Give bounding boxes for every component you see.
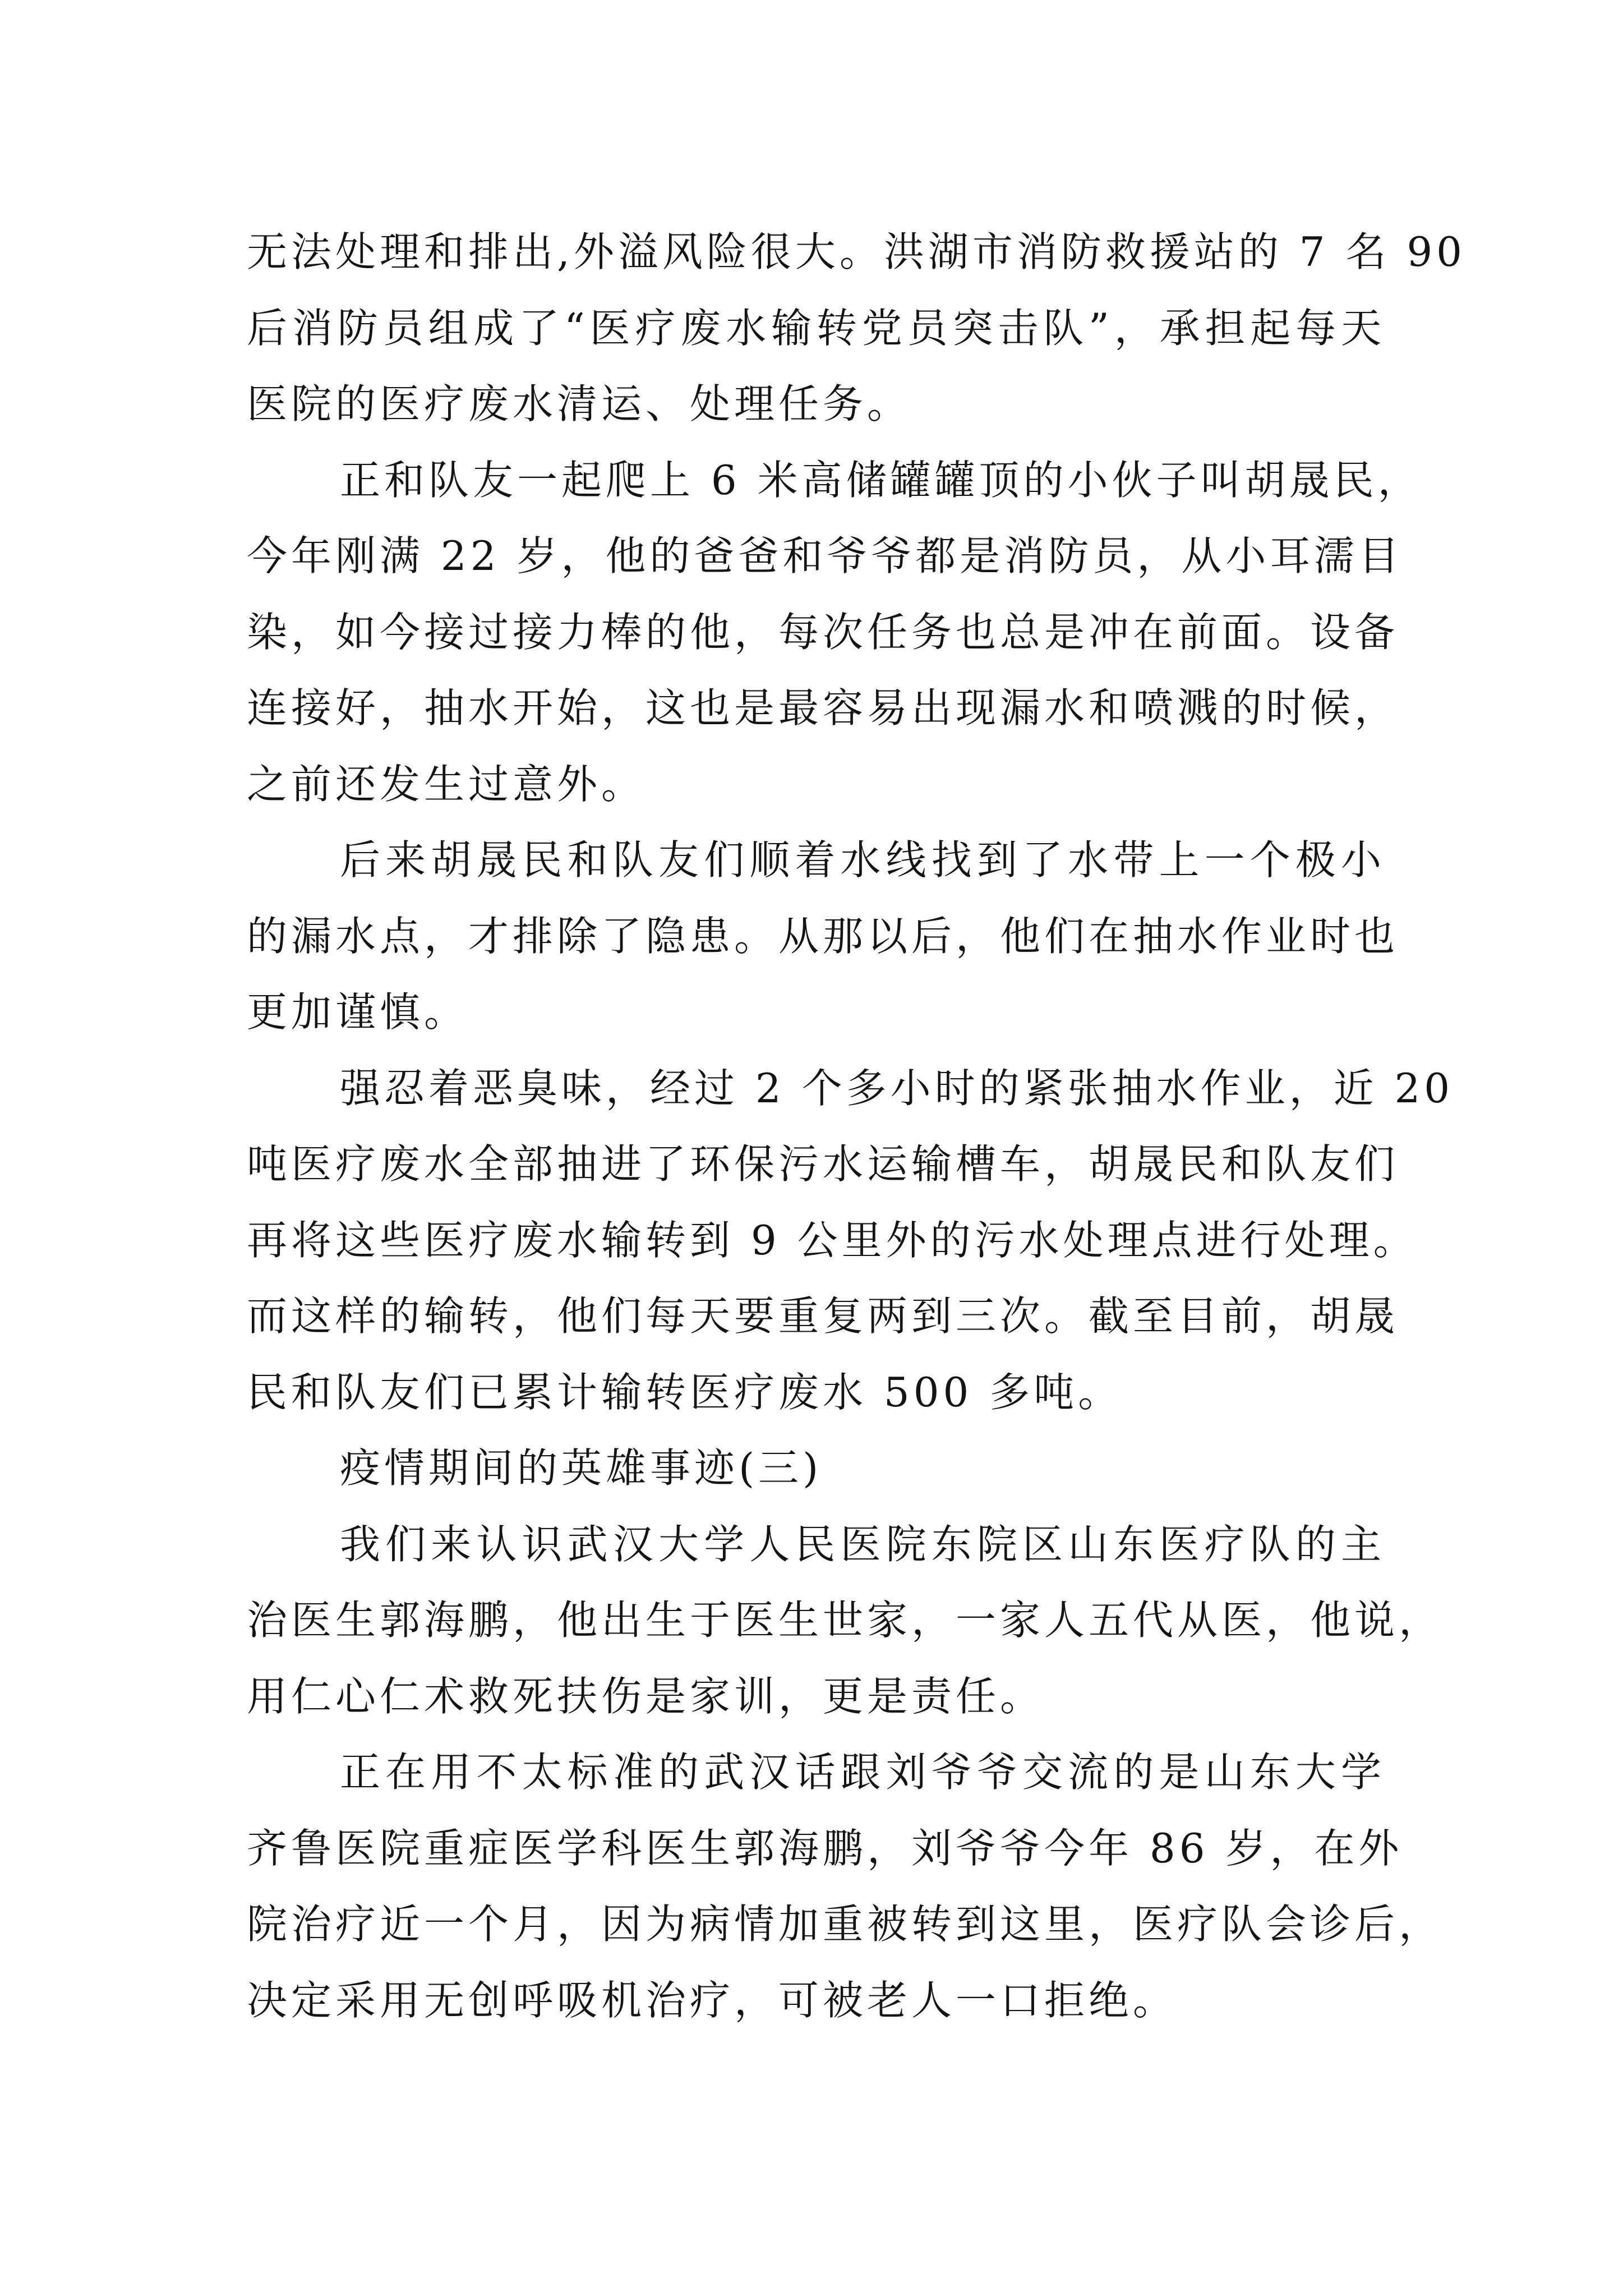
text-line: 齐鲁医院重症医学科医生郭海鹏，刘爷爷今年 86 岁，在外 (247, 1824, 1403, 1872)
text-line: 正和队友一起爬上 6 米高储罐罐顶的小伙子叫胡晟民， (340, 456, 1422, 504)
text-line: 我们来认识武汉大学人民医院东院区山东医疗队的主 (340, 1520, 1385, 1568)
text-line: 连接好，抽水开始，这也是最容易出现漏水和喷溅的时候， (247, 684, 1399, 731)
text-line: 后消防员组成了“医疗废水输转党员突击队”，承担起每天 (247, 304, 1385, 352)
text-line: 之前还发生过意外。 (247, 760, 646, 808)
text-line: 正在用不太标准的武汉话跟刘爷爷交流的是山东大学 (340, 1749, 1385, 1796)
text-line: 民和队友们已累计输转医疗废水 500 多吨。 (247, 1368, 1123, 1416)
text-line: 医院的医疗废水清运、处理任务。 (247, 380, 912, 427)
text-line: 更加谨慎。 (247, 988, 469, 1036)
text-line: 用仁心仁术救死扶伤是家训，更是责任。 (247, 1672, 1045, 1720)
body-text (247, 214, 1466, 2039)
text-line: 后来胡晟民和队友们顺着水线找到了水带上一个极小 (340, 836, 1385, 884)
text-line: 治医生郭海鹏，他出生于医生世家，一家人五代从医，他说， (247, 1596, 1444, 1644)
text-line: 强忍着恶臭味，经过 2 个多小时的紧张抽水作业，近 20 (340, 1064, 1454, 1112)
text-line: 的漏水点，才排除了隐患。从那以后，他们在抽水作业时也 (247, 912, 1399, 960)
text-line: 吨医疗废水全部抽进了环保污水运输槽车，胡晟民和队友们 (247, 1140, 1399, 1188)
text-line: 院治疗近一个月，因为病情加重被转到这里，医疗队会诊后， (247, 1901, 1444, 1948)
text-line: 决定采用无创呼吸机治疗，可被老人一口拒绝。 (247, 1976, 1178, 2024)
section-heading: 疫情期间的英雄事迹(三) (340, 1444, 823, 1492)
text-line: 无法处理和排出,外溢风险很大。洪湖市消防救援站的 7 名 90 (247, 228, 1466, 275)
text-line: 而这样的输转，他们每天要重复两到三次。截至目前，胡晟 (247, 1292, 1399, 1340)
text-line: 再将这些医疗废水输转到 9 公里外的污水处理点进行处理。 (247, 1216, 1418, 1264)
text-line: 今年刚满 22 岁，他的爸爸和爷爷都是消防员，从小耳濡目 (247, 532, 1403, 579)
text-line: 染，如今接过接力棒的他，每次任务也总是冲在前面。设备 (247, 608, 1399, 656)
